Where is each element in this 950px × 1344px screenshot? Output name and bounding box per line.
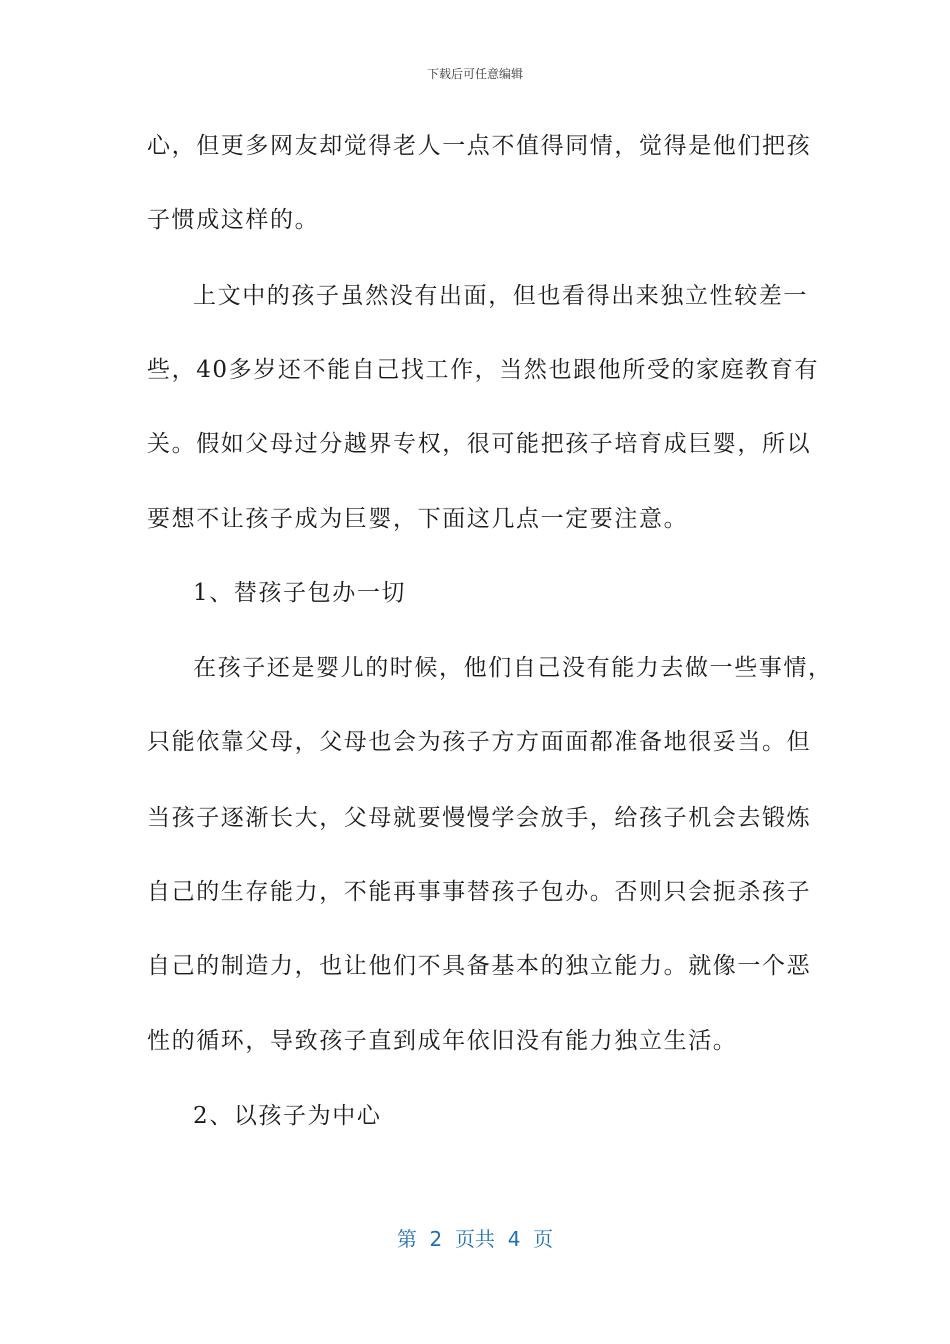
paragraph-line: 在孩子还是婴儿的时候，他们自己没有能力去做一些事情， [193,655,833,681]
paragraph-line: 上文中的孩子虽然没有出面，但也看得出来独立性较差一 [193,283,808,309]
page-number-footer: 第 2 页共 4 页 [396,1227,554,1251]
body-line: 自己的制造力，也让他们不具备基本的独立能力。就像一个恶 [147,953,812,979]
body-line: 关。假如父母过分越界专权，很可能把孩子培育成巨婴，所以 [147,431,812,457]
page-header: 下载后可任意编辑 [426,67,523,81]
body-line: 性的循环，导致孩子直到成年依旧没有能力独立生活。 [147,1028,738,1054]
body-line: 心，但更多网友却觉得老人一点不值得同情，觉得是他们把孩 [147,133,812,159]
body-line: 子惯成这样的。 [147,207,320,233]
body-line: 当孩子逐渐长大，父母就要慢慢学会放手，给孩子机会去锻炼 [147,805,812,831]
section-heading: 1、替孩子包办一切 [193,580,407,606]
section-heading: 2、以孩子为中心 [193,1103,382,1129]
body-line: 些，40多岁还不能自己找工作，当然也跟他所受的家庭教育有 [147,357,820,383]
body-line: 只能依靠父母，父母也会为孩子方方面面都准备地很妥当。但 [147,729,812,755]
body-line: 自己的生存能力，不能再事事替孩子包办。否则只会扼杀孩子 [147,879,812,905]
body-line: 要想不让孩子成为巨婴，下面这几点一定要注意。 [147,506,689,532]
